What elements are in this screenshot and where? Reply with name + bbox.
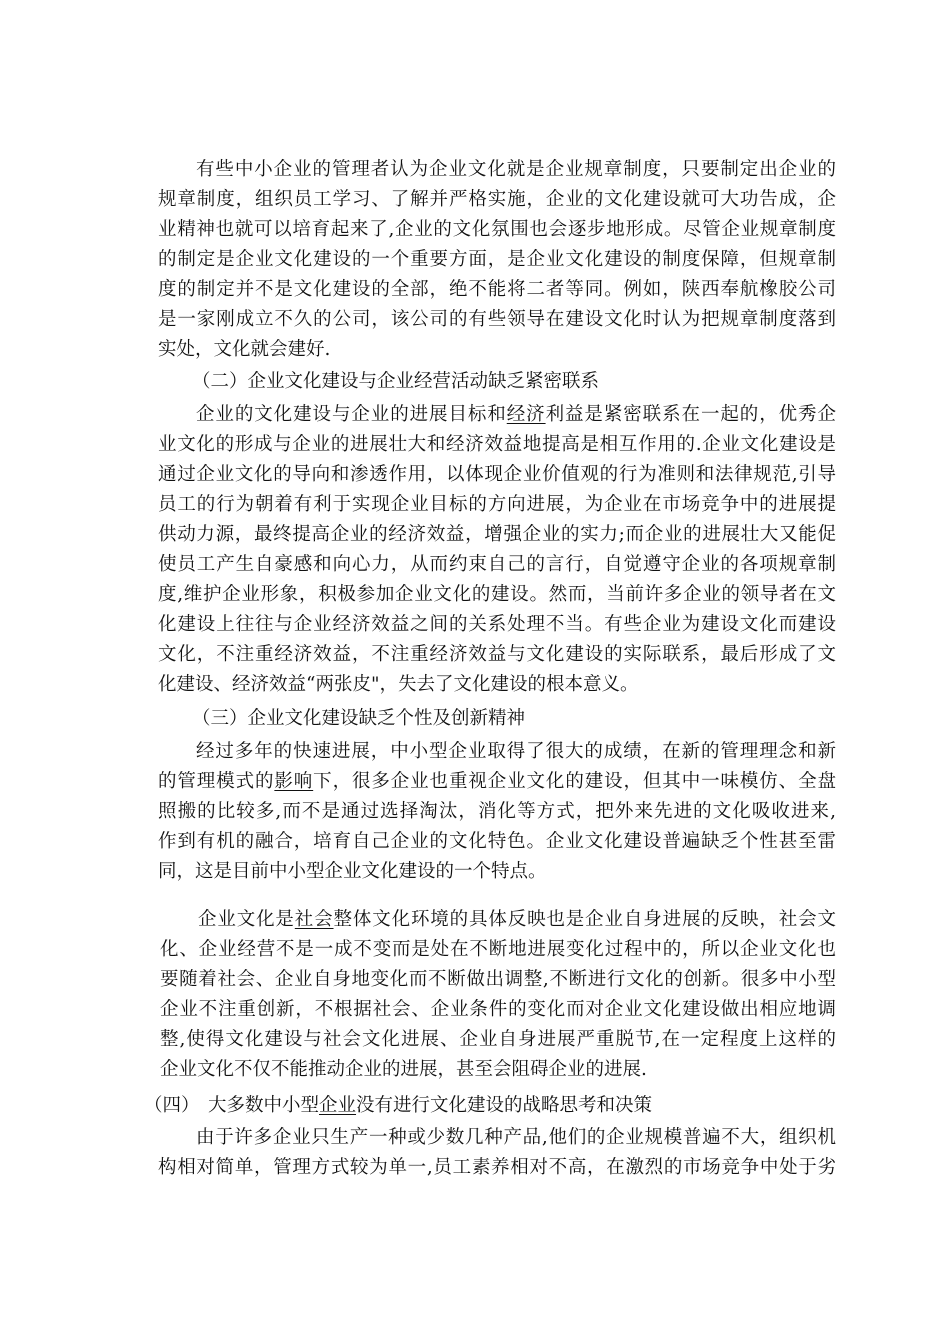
text-line: 同，这是目前中小型企业文化建设的一个特点。 — [158, 861, 547, 882]
text-segment: 没有进行文化建设的战略思考和决策 — [356, 1095, 653, 1116]
section-heading-2: （二）企业文化建设与企业经营活动缺乏紧密联系 — [192, 371, 600, 392]
text-line: 作到有机的融合，培育自己企业的文化特色。企业文化建设普遍缺乏个性甚至雷 — [158, 831, 836, 852]
text-line: 业文化的形成与企业的进展壮大和经济效益地提高是相互作用的.企业文化建设是 — [158, 434, 836, 455]
text-line: 度,维护企业形象，积极参加企业文化的建设。然而，当前许多企业的领导者在文 — [158, 584, 836, 605]
text-line: 由于许多企业只生产一种或少数几种产品,他们的企业规模普遍不大，组织机 — [196, 1127, 836, 1148]
text-line: 企业文化不仅不能推动企业的进展，甚至会阻碍企业的进展. — [160, 1059, 647, 1080]
text-segment: 企业文化是 — [198, 909, 295, 930]
text-line — [196, 403, 836, 427]
text-line: 有些中小企业的管理者认为企业文化就是企业规章制度，只要制定出企业的 — [196, 159, 836, 180]
text-line: 使员工产生自豪感和向心力，从而约束自己的言行，自觉遵守企业的各项规章制 — [158, 554, 836, 575]
text-segment: 企业的文化建设与企业的进展目标和 — [196, 404, 507, 425]
text-line: 要随着社会、企业自身地变化而不断做出调整,不断进行文化的创新。很多中小型 — [160, 969, 836, 990]
text-line — [198, 908, 836, 932]
text-line: 实处，文化就会建好. — [158, 339, 331, 360]
text-line: 化、企业经营不是一成不变而是处在不断地进展变化过程中的，所以企业文化也 — [160, 939, 836, 960]
text-line — [158, 770, 836, 794]
text-line: 员工的行为朝着有利于实现企业目标的方向进展，为企业在市场竞争中的进展提 — [158, 494, 836, 515]
text-segment: 整体文化环境的具体反映也是企业自身进展的反映，社会文 — [333, 909, 836, 930]
link-enterprise[interactable]: 企业 — [319, 1095, 357, 1116]
text-line: 化建设、经济效益“两张皮"，失去了文化建设的根本意义。 — [158, 674, 639, 695]
text-line: 通过企业文化的导向和渗透作用，以体现企业价值观的行为准则和法律规范,引导 — [158, 464, 836, 485]
text-line: 经过多年的快速进展，中小型企业取得了很大的成绩，在新的管理理念和新 — [196, 741, 836, 762]
text-segment: 利益是紧密联系在一起的，优秀企 — [545, 404, 836, 425]
text-line: 规章制度，组织员工学习、了解并严格实施，企业的文化建设就可大功告成，企 — [158, 189, 836, 210]
text-line: 供动力源，最终提高企业的经济效益，增强企业的实力;而企业的进展壮大又能促 — [158, 524, 836, 545]
text-segment: 下，很多企业也重视企业文化的建设，但其中一味模仿、全盘 — [313, 771, 836, 792]
text-line: 是一家刚成立不久的公司，该公司的有些领导在建设文化时认为把规章制度落到 — [158, 309, 836, 330]
text-line: 化建设上往往与企业经济效益之间的关系处理不当。有些企业为建设文化而建设 — [158, 614, 836, 635]
link-economy[interactable]: 经济 — [506, 404, 546, 425]
text-line: 的制定是企业文化建设的一个重要方面，是企业文化建设的制度保障，但规章制 — [158, 249, 836, 270]
text-segment: 的管理模式的 — [158, 771, 275, 792]
text-line: 业精神也就可以培育起来了,企业的文化氛围也会逐步地形成。尽管企业规章制度 — [158, 219, 836, 240]
section-heading-3: （三）企业文化建设缺乏个性及创新精神 — [192, 708, 526, 729]
text-line: 企业不注重创新，不根据社会、企业条件的变化而对企业文化建设做出相应地调 — [160, 999, 836, 1020]
text-line: 照搬的比较多,而不是通过选择淘汰，消化等方式，把外来先进的文化吸收进来, — [158, 801, 836, 822]
text-line: 文化，不注重经济效益，不注重经济效益与文化建设的实际联系，最后形成了文 — [158, 644, 836, 665]
link-influence[interactable]: 影响 — [274, 771, 314, 792]
link-society[interactable]: 社会 — [294, 909, 334, 930]
text-segment: 大多数中小型 — [208, 1095, 320, 1116]
text-line: 度的制定并不是文化建设的全部，绝不能将二者等同。例如，陕西奉航橡胶公司 — [158, 279, 836, 300]
text-line: 构相对简单，管理方式较为单一,员工素养相对不高，在激烈的市场竞争中处于劣 — [158, 1157, 836, 1178]
heading-number: （四） — [144, 1095, 200, 1116]
text-line: 整,使得文化建设与社会文化进展、企业自身进展严重脱节,在一定程度上这样的 — [160, 1029, 836, 1050]
section-heading-4 — [144, 1094, 784, 1118]
